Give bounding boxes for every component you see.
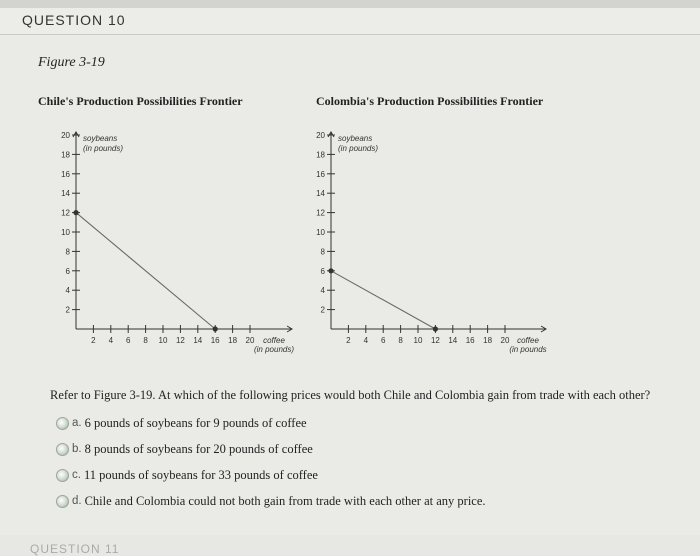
colombia-y-tick-label-10: 10 xyxy=(316,228,325,237)
chile-chart-title: Chile's Production Possibilities Frontier xyxy=(38,94,243,108)
chile-x-tick-label-6: 6 xyxy=(125,336,131,345)
colombia-y-axis-label-units: (in pounds) xyxy=(338,144,379,153)
colombia-chart-title: Colombia's Production Possibilities Frontier xyxy=(316,94,544,108)
chile-y-tick-label-2: 2 xyxy=(65,305,70,315)
colombia-x-tick-label-4: 4 xyxy=(363,336,369,345)
chile-x-axis-label-units: (in pounds) xyxy=(253,345,295,354)
chile-y-tick-label-18: 18 xyxy=(61,150,70,160)
figure-label: Figure 3-19 xyxy=(38,55,105,70)
colombia-y-tick-label-2: 2 xyxy=(320,305,325,315)
chile-x-tick-label-16: 16 xyxy=(210,336,220,345)
colombia-y-tick-label-4: 4 xyxy=(320,286,325,296)
chile-x-tick-label-18: 18 xyxy=(228,336,238,345)
option-d-radio[interactable] xyxy=(56,495,69,508)
option-a[interactable] xyxy=(56,414,307,432)
option-b-letter: b. xyxy=(72,443,82,455)
colombia-y-axis-label: soybeans xyxy=(338,134,373,143)
chile-x-tick-label-4: 4 xyxy=(108,336,114,345)
option-d[interactable] xyxy=(56,492,486,510)
chile-x-tick-label-8: 8 xyxy=(143,336,148,345)
colombia-y-tick-label-16: 16 xyxy=(316,169,325,179)
option-c[interactable] xyxy=(56,466,318,484)
option-b-text: 8 pounds of soybeans for 20 pounds of coffee xyxy=(84,441,313,456)
next-question-header: QUESTION 11 xyxy=(30,542,120,556)
colombia-y-tick-label-8: 8 xyxy=(320,247,325,257)
chile-x-axis-label: coffee xyxy=(263,336,285,345)
colombia-ppf-line xyxy=(331,271,435,329)
colombia-y-tick-label-20: 20 xyxy=(316,131,325,140)
chile-y-axis-label: soybeans xyxy=(83,134,118,143)
chile-x-tick-label-14: 14 xyxy=(193,336,203,345)
chile-y-tick-label-14: 14 xyxy=(61,189,70,199)
chile-y-tick-label-20: 20 xyxy=(61,131,70,140)
chile-y-tick-label-10: 10 xyxy=(61,228,70,237)
option-d-text: Chile and Colombia could not both gain from trade with each other at any price. xyxy=(84,493,486,508)
chile-x-tick-label-12: 12 xyxy=(175,336,185,345)
colombia-y-tick-label-12: 12 xyxy=(316,208,325,218)
colombia-x-tick-label-12: 12 xyxy=(430,336,440,345)
chile-x-tick-label-20: 20 xyxy=(245,336,255,345)
colombia-x-tick-label-10: 10 xyxy=(413,336,423,345)
option-c-text: 11 pounds of soybeans for 33 pounds of coffee xyxy=(83,467,318,482)
colombia-x-tick-label-20: 20 xyxy=(500,336,510,345)
colombia-y-tick-label-14: 14 xyxy=(316,189,325,199)
chile-ppf-x-intercept-point xyxy=(213,326,218,331)
colombia-y-tick-label-18: 18 xyxy=(316,150,325,160)
chile-y-tick-label-8: 8 xyxy=(65,247,70,257)
chile-ppf-line xyxy=(76,213,215,329)
option-b[interactable] xyxy=(56,440,313,458)
colombia-x-tick-label-6: 6 xyxy=(380,336,386,345)
option-b-radio[interactable] xyxy=(56,443,69,456)
colombia-x-tick-label-2: 2 xyxy=(346,336,351,345)
chile-ppf-y-intercept-point xyxy=(73,210,78,215)
colombia-x-axis-label-units: (in pounds xyxy=(509,345,547,354)
colombia-ppf-x-intercept-point xyxy=(433,326,438,331)
question-number: QUESTION 10 xyxy=(22,12,126,28)
option-c-letter: c. xyxy=(72,469,81,481)
chile-x-tick-label-10: 10 xyxy=(158,336,168,345)
chile-y-tick-label-12: 12 xyxy=(61,208,70,218)
colombia-x-axis-label: coffee xyxy=(517,336,539,345)
colombia-ppf-y-intercept-point xyxy=(328,268,333,273)
option-c-radio[interactable] xyxy=(56,469,69,482)
question-text: Refer to Figure 3-19. At which of the following prices would both Chile and Colombia gain from trade with each other? xyxy=(50,388,651,402)
option-a-text: 6 pounds of soybeans for 9 pounds of coffee xyxy=(84,415,307,430)
colombia-x-tick-label-14: 14 xyxy=(448,336,458,345)
chile-y-axis-label-units: (in pounds) xyxy=(83,144,124,153)
option-a-radio[interactable] xyxy=(56,417,69,430)
option-a-letter: a. xyxy=(72,417,82,429)
option-d-letter: d. xyxy=(72,495,82,507)
chile-y-tick-label-4: 4 xyxy=(65,286,70,296)
chile-y-tick-label-16: 16 xyxy=(61,169,70,179)
chile-y-tick-label-6: 6 xyxy=(65,266,70,276)
chile-x-tick-label-2: 2 xyxy=(91,336,96,345)
colombia-x-tick-label-8: 8 xyxy=(398,336,403,345)
colombia-y-tick-label-6: 6 xyxy=(320,266,325,276)
colombia-x-tick-label-18: 18 xyxy=(483,336,493,345)
colombia-x-tick-label-16: 16 xyxy=(465,336,475,345)
